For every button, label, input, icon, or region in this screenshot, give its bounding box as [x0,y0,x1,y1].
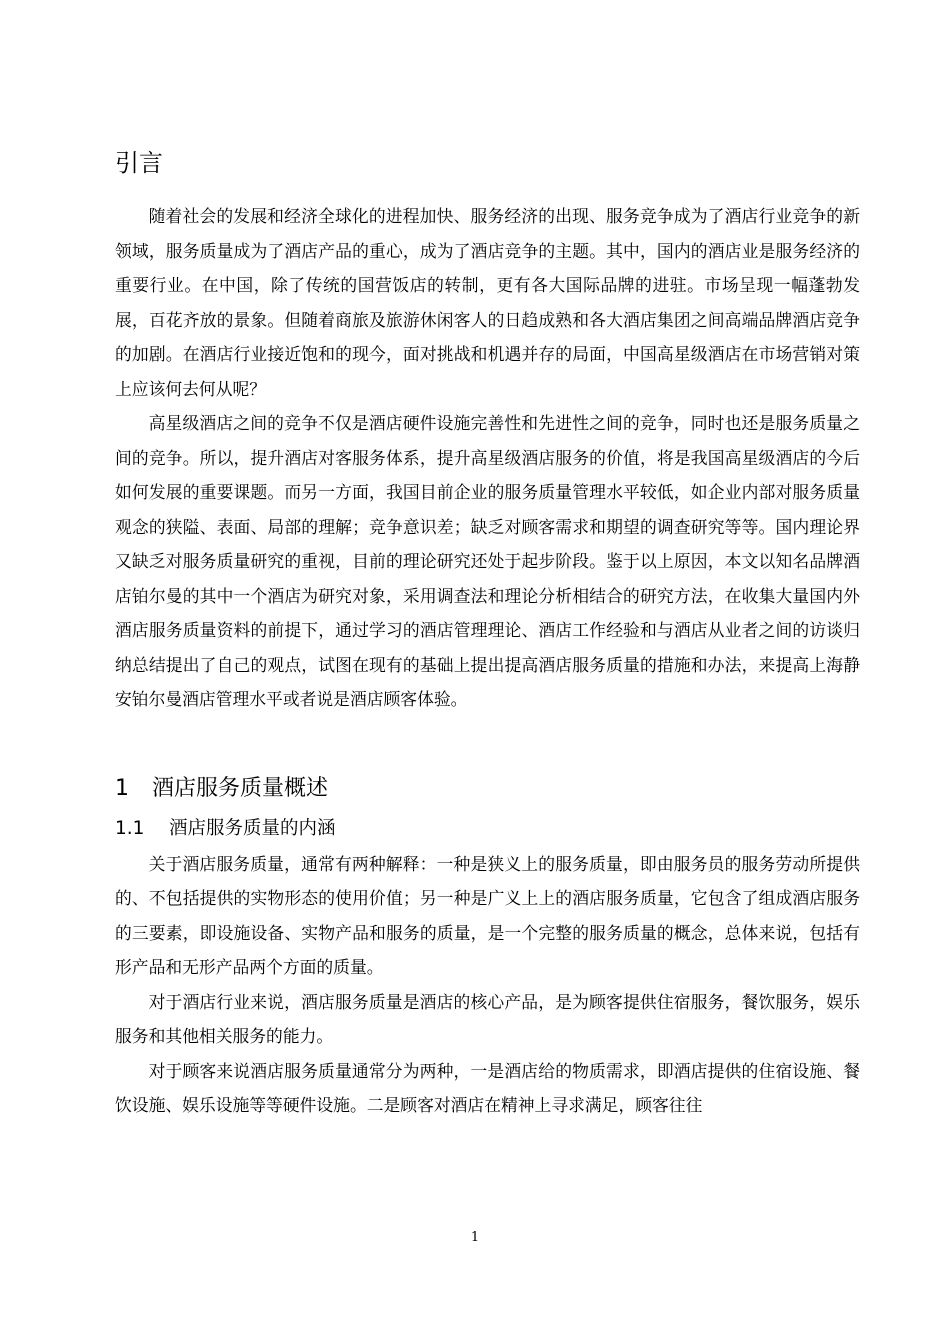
section-1-1-number: 1.1 [115,817,145,839]
section-1-1-paragraph-1: 关于酒店服务质量，通常有两种解释：一种是狭义上的服务质量，即由服务员的服务劳动所提供的、不包括提供的实物形态的使用价值；另一种是广义上上的酒店服务质量，它包含了组成酒店服务的三要素，即设施设备、实物产品和服务的质量，是一个完整的服务质量的概念，总体来说，包括有形产品和无形产品两个方面的质量。 [115,853,860,977]
section-1-1-heading [115,811,860,847]
intro-paragraph-2: 高星级酒店之间的竞争不仅是酒店硬件设施完善性和先进性之间的竞争，同时也还是服务质量之间的竞争。所以，提升酒店对客服务体系，提升高星级酒店服务的价值，将是我国高星级酒店的今后如何发展的重要课题。而另一方面，我国目前企业的服务质量管理水平较低，如企业内部对服务质量观念的狭隘、表面、局部的理解；竞争意识差；缺乏对顾客需求和期望的调查研究等等。国内理论界又缺乏对服务质量研究的重视，目前的理论研究还处于起步阶段。鉴于以上原因，本文以知名品牌酒店铂尔曼的其中一个酒店为研究对象，采用调查法和理论分析相结合的研究方法，在收集大量国内外酒店服务质量资料的前提下，通过学习的酒店管理理论、酒店工作经验和与酒店从业者之间的访谈归纳总结提出了自己的观点，试图在现有的基础上提出提高酒店服务质量的措施和办法，来提高上海静安铂尔曼酒店管理水平或者说是酒店顾客体验。 [115,413,860,709]
section-1-title: 酒店服务质量概述 [152,775,329,801]
section-1-1-paragraph-2: 对于酒店行业来说，酒店服务质量是酒店的核心产品，是为顾客提供住宿服务，餐饮服务，娱乐服务和其他相关服务的能力。 [115,991,860,1046]
intro-paragraph-1: 随着社会的发展和经济全球化的进程加快、服务经济的出现、服务竞争成为了酒店行业竞争的新领域，服务质量成为了酒店产品的重心，成为了酒店竞争的主题。其中，国内的酒店业是服务经济的重要行业。在中国，除了传统的国营饭店的转制，更有各大国际品牌的进驻。市场呈现一幅蓬勃发展，百花齐放的景象。但随着商旅及旅游休闲客人的日趋成熟和各大酒店集团之间高端品牌酒店竞争的加剧。在酒店行业接近饱和的现今，面对挑战和机遇并存的局面，中国高星级酒店在市场营销对策上应该何去何从呢？ [115,206,860,399]
section-1-number: 1 [115,775,129,801]
page-content [115,140,860,1123]
intro-heading: 引言 [115,149,163,177]
page-number: 1 [470,1230,480,1245]
section-1-1-title: 酒店服务质量的内涵 [169,817,336,839]
section-1-heading [115,769,860,809]
section-1-1-paragraph-3: 对于顾客来说酒店服务质量通常分为两种，一是酒店给的物质需求，即酒店提供的住宿设施、餐饮设施、娱乐设施等等硬件设施。二是顾客对酒店在精神上寻求满足，顾客往往 [115,1060,860,1115]
